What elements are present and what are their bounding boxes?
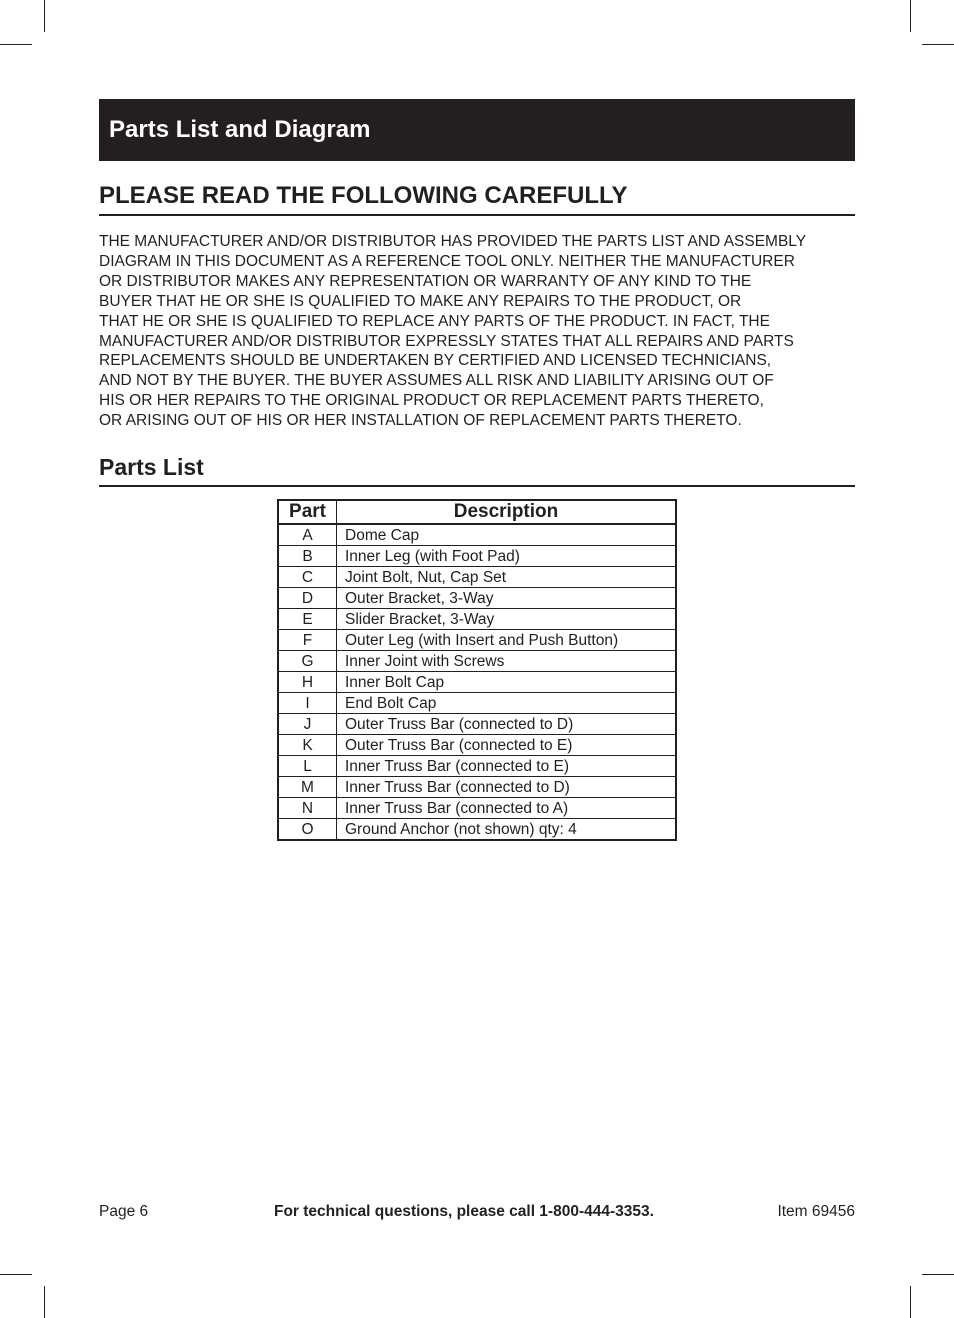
page-number: Page 6 (99, 1203, 149, 1220)
part-letter: N (278, 798, 337, 819)
part-description: Slider Bracket, 3-Way (337, 609, 677, 630)
crop-mark (910, 0, 911, 32)
table-row (278, 651, 676, 672)
table-header-row (278, 500, 676, 524)
crop-mark (0, 1274, 32, 1275)
part-letter: I (278, 693, 337, 714)
crop-mark (922, 1274, 954, 1275)
part-letter: C (278, 567, 337, 588)
table-row (278, 672, 676, 693)
crop-mark (0, 44, 32, 45)
notice-line: HIS OR HER REPAIRS TO THE ORIGINAL PRODUCT OR REPLACEMENT PARTS THERETO, (99, 392, 764, 410)
table-row (278, 714, 676, 735)
column-header-description: Description (337, 500, 677, 524)
part-description: Inner Joint with Screws (337, 651, 677, 672)
part-letter: D (278, 588, 337, 609)
part-description: Outer Truss Bar (connected to E) (337, 735, 677, 756)
part-letter: K (278, 735, 337, 756)
part-letter: G (278, 651, 337, 672)
crop-mark (922, 44, 954, 45)
crop-mark (44, 0, 45, 32)
part-letter: F (278, 630, 337, 651)
part-description: Outer Truss Bar (connected to D) (337, 714, 677, 735)
column-header-part: Part (278, 500, 337, 524)
notice-line: MANUFACTURER AND/OR DISTRIBUTOR EXPRESSLY STATES THAT ALL REPAIRS AND PARTS (99, 332, 794, 350)
notice-line: OR DISTRIBUTOR MAKES ANY REPRESENTATION OR WARRANTY OF ANY KIND TO THE (99, 272, 752, 290)
notice-line: AND NOT BY THE BUYER. THE BUYER ASSUMES ALL RISK AND LIABILITY ARISING OUT OF (99, 372, 774, 390)
part-description: Inner Truss Bar (connected to E) (337, 756, 677, 777)
part-description: Joint Bolt, Nut, Cap Set (337, 567, 677, 588)
notice-line: THE MANUFACTURER AND/OR DISTRIBUTOR HAS PROVIDED THE PARTS LIST AND ASSEMBLY (99, 233, 807, 250)
part-description: Outer Bracket, 3-Way (337, 588, 677, 609)
part-description: Inner Truss Bar (connected to D) (337, 777, 677, 798)
part-description: Outer Leg (with Insert and Push Button) (337, 630, 677, 651)
page-footer (99, 1201, 855, 1223)
part-letter: L (278, 756, 337, 777)
notice-line: DIAGRAM IN THIS DOCUMENT AS A REFERENCE TOOL ONLY. NEITHER THE MANUFACTURER (99, 252, 795, 270)
part-letter: B (278, 546, 337, 567)
parts-table (277, 499, 677, 841)
notice-paragraph (99, 232, 869, 431)
part-letter: O (278, 819, 337, 841)
crop-mark (910, 1286, 911, 1318)
parts-list-heading: Parts List (99, 452, 855, 487)
table-row (278, 567, 676, 588)
table-row (278, 588, 676, 609)
support-phone-text: For technical questions, please call 1-800-444-3353. (274, 1203, 654, 1220)
item-number: Item 69456 (777, 1203, 855, 1220)
notice-line: BUYER THAT HE OR SHE IS QUALIFIED TO MAKE ANY REPAIRS TO THE PRODUCT, OR (99, 292, 742, 310)
part-description: Inner Leg (with Foot Pad) (337, 546, 677, 567)
table-row (278, 777, 676, 798)
part-description: Inner Truss Bar (connected to A) (337, 798, 677, 819)
crop-mark (44, 1286, 45, 1318)
part-description: Dome Cap (337, 524, 677, 546)
table-row (278, 693, 676, 714)
notice-line: OR ARISING OUT OF HIS OR HER INSTALLATION OF REPLACEMENT PARTS THERETO. (99, 412, 742, 430)
notice-line: THAT HE OR SHE IS QUALIFIED TO REPLACE ANY PARTS OF THE PRODUCT. IN FACT, THE (99, 312, 770, 330)
part-letter: J (278, 714, 337, 735)
banner-title: Parts List and Diagram (109, 116, 371, 143)
table-row (278, 819, 676, 841)
section-banner (99, 99, 855, 161)
table-row (278, 756, 676, 777)
table-row (278, 735, 676, 756)
table-row (278, 609, 676, 630)
part-letter: E (278, 609, 337, 630)
notice-line: REPLACEMENTS SHOULD BE UNDERTAKEN BY CERTIFIED AND LICENSED TECHNICIANS, (99, 352, 772, 370)
part-description: Ground Anchor (not shown) qty: 4 (337, 819, 677, 841)
part-description: End Bolt Cap (337, 693, 677, 714)
part-letter: M (278, 777, 337, 798)
table-row (278, 798, 676, 819)
part-letter: H (278, 672, 337, 693)
table-row (278, 630, 676, 651)
part-letter: A (278, 524, 337, 546)
notice-heading: PLEASE READ THE FOLLOWING CAREFULLY (99, 181, 855, 216)
table-row (278, 524, 676, 546)
table-row (278, 546, 676, 567)
part-description: Inner Bolt Cap (337, 672, 677, 693)
